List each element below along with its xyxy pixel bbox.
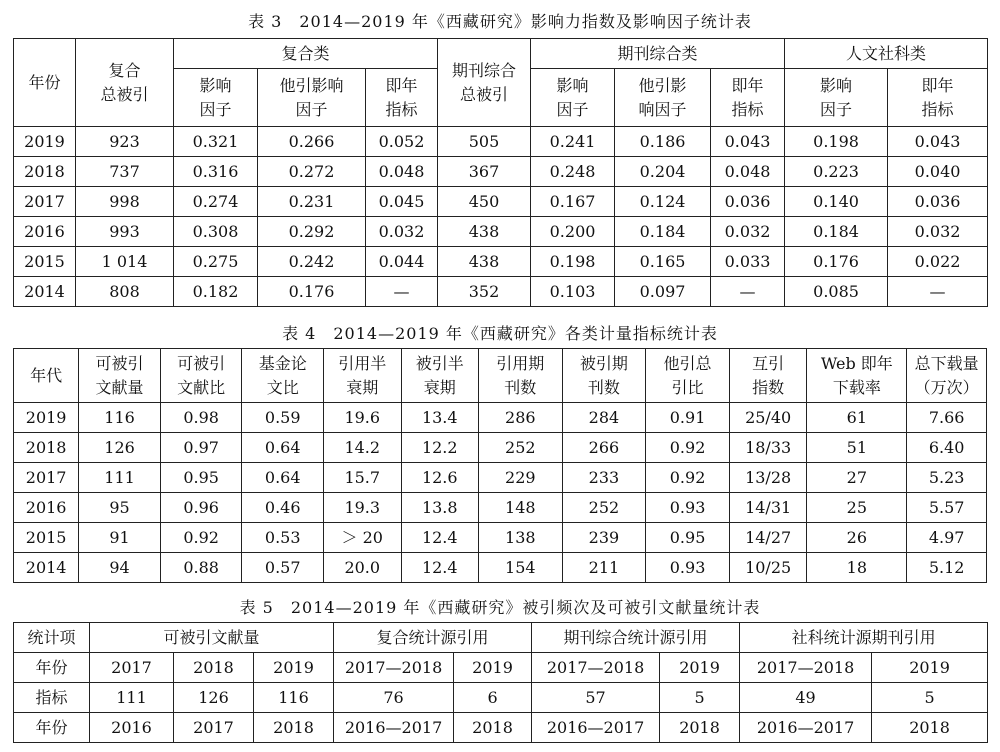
table-cell: 0.95 bbox=[160, 463, 242, 493]
table-cell: 6 bbox=[454, 683, 532, 713]
table-cell: 0.53 bbox=[242, 523, 324, 553]
table-cell: 0.184 bbox=[785, 217, 888, 247]
table-cell: 138 bbox=[479, 523, 563, 553]
table-cell: 0.176 bbox=[258, 277, 366, 307]
table-cell: 25/40 bbox=[729, 403, 807, 433]
row-label-cell: 2018 bbox=[14, 433, 79, 463]
header-cited-journals: 被引期 刊数 bbox=[562, 349, 646, 403]
table-cell: 0.97 bbox=[160, 433, 242, 463]
table-cell: 0.272 bbox=[258, 157, 366, 187]
table-cell: 5 bbox=[660, 683, 740, 713]
group-social-science-source: 社科统计源期刊引用 bbox=[740, 623, 988, 653]
table-cell: 450 bbox=[438, 187, 531, 217]
table-cell: 19.6 bbox=[324, 403, 402, 433]
table-cell: 5.57 bbox=[907, 493, 987, 523]
table-cell: 505 bbox=[438, 127, 531, 157]
table-cell: 0.140 bbox=[785, 187, 888, 217]
table-cell: 0.57 bbox=[242, 553, 324, 583]
table-cell: 148 bbox=[479, 493, 563, 523]
table-cell: 20.0 bbox=[324, 553, 402, 583]
table-cell: — bbox=[366, 277, 438, 307]
table-cell: 25 bbox=[807, 493, 907, 523]
table-row bbox=[14, 523, 987, 553]
table-cell: 2018 bbox=[872, 713, 988, 743]
table-cell: 0.043 bbox=[888, 127, 988, 157]
table-cell: 0.231 bbox=[258, 187, 366, 217]
table-cell: 0.198 bbox=[785, 127, 888, 157]
table-cell: 2019 bbox=[872, 653, 988, 683]
group-journal-source: 期刊综合统计源引用 bbox=[532, 623, 740, 653]
table-cell: 0.036 bbox=[888, 187, 988, 217]
table-row bbox=[14, 127, 988, 157]
table-4-metrics bbox=[13, 348, 987, 583]
table-row bbox=[14, 403, 987, 433]
table-cell: 111 bbox=[90, 683, 174, 713]
table-cell: 0.91 bbox=[646, 403, 730, 433]
table-cell: 5 bbox=[872, 683, 988, 713]
table-cell: 5.23 bbox=[907, 463, 987, 493]
group-humanities: 人文社科类 bbox=[785, 39, 988, 69]
table-cell: 2017—2018 bbox=[740, 653, 872, 683]
table-cell: 2018 bbox=[174, 653, 254, 683]
table-3-caption: 表 3 2014—2019 年《西藏研究》影响力指数及影响因子统计表 bbox=[248, 12, 752, 31]
row-label-cell: 年份 bbox=[14, 653, 90, 683]
table-cell: 15.7 bbox=[324, 463, 402, 493]
table-cell: 0.92 bbox=[646, 433, 730, 463]
table-5-citations bbox=[13, 622, 988, 743]
header-other-cited-impact-factor: 他引影响 因子 bbox=[258, 69, 366, 127]
table-cell: 0.186 bbox=[615, 127, 711, 157]
header-citing-journals: 引用期 刊数 bbox=[479, 349, 563, 403]
table-cell: 51 bbox=[807, 433, 907, 463]
table-4-caption: 表 4 2014—2019 年《西藏研究》各类计量指标统计表 bbox=[282, 324, 718, 343]
table-cell: 0.274 bbox=[174, 187, 258, 217]
table-row bbox=[14, 247, 988, 277]
group-journal-comprehensive: 期刊综合类 bbox=[531, 39, 785, 69]
table-cell: 116 bbox=[79, 403, 161, 433]
header-impact-factor: 影响 因子 bbox=[785, 69, 888, 127]
table-cell: 0.46 bbox=[242, 493, 324, 523]
table-cell: 126 bbox=[174, 683, 254, 713]
header-immediacy-index: 即年 指标 bbox=[888, 69, 988, 127]
table-cell: 57 bbox=[532, 683, 660, 713]
table-cell: 2017—2018 bbox=[532, 653, 660, 683]
table-cell: 10/25 bbox=[729, 553, 807, 583]
table-cell: 808 bbox=[76, 277, 174, 307]
table-cell: 154 bbox=[479, 553, 563, 583]
table-cell: 0.64 bbox=[242, 433, 324, 463]
table-row bbox=[14, 653, 988, 683]
table-cell: 19.3 bbox=[324, 493, 402, 523]
table-cell: 1 014 bbox=[76, 247, 174, 277]
table-cell: 0.043 bbox=[711, 127, 785, 157]
table-cell: 2016—2017 bbox=[532, 713, 660, 743]
table-cell: 0.045 bbox=[366, 187, 438, 217]
table-cell: 0.048 bbox=[711, 157, 785, 187]
table-cell: 0.308 bbox=[174, 217, 258, 247]
row-label-cell: 2017 bbox=[14, 187, 76, 217]
table-3-impact-factors bbox=[13, 38, 988, 307]
header-journal-total-cited: 期刊综合 总被引 bbox=[438, 39, 531, 127]
table-cell: 0.022 bbox=[888, 247, 988, 277]
table-cell: 438 bbox=[438, 247, 531, 277]
table-cell: 0.184 bbox=[615, 217, 711, 247]
table-cell: 13.4 bbox=[401, 403, 479, 433]
table-cell: 4.97 bbox=[907, 523, 987, 553]
table-cell: 0.316 bbox=[174, 157, 258, 187]
table-cell: 0.198 bbox=[531, 247, 615, 277]
table-cell: 266 bbox=[562, 433, 646, 463]
table-4-header-row bbox=[14, 349, 987, 403]
header-cited-half-life: 被引半 衰期 bbox=[401, 349, 479, 403]
row-label-cell: 2015 bbox=[14, 247, 76, 277]
table-cell: 229 bbox=[479, 463, 563, 493]
table-cell: 26 bbox=[807, 523, 907, 553]
table-cell: 0.92 bbox=[160, 523, 242, 553]
table-cell: 993 bbox=[76, 217, 174, 247]
table-cell: 0.223 bbox=[785, 157, 888, 187]
table-cell: 0.033 bbox=[711, 247, 785, 277]
table-cell: 2016—2017 bbox=[334, 713, 454, 743]
table-cell: 2018 bbox=[660, 713, 740, 743]
table-cell: 12.2 bbox=[401, 433, 479, 463]
row-label-cell: 2017 bbox=[14, 463, 79, 493]
table-row bbox=[14, 277, 988, 307]
table-cell: 438 bbox=[438, 217, 531, 247]
row-label-cell: 2018 bbox=[14, 157, 76, 187]
header-mutual-citation-index: 互引 指数 bbox=[729, 349, 807, 403]
row-label-cell: 2019 bbox=[14, 127, 76, 157]
header-citable-ratio: 可被引 文献比 bbox=[160, 349, 242, 403]
table-cell: 367 bbox=[438, 157, 531, 187]
group-composite-source: 复合统计源引用 bbox=[334, 623, 532, 653]
table-cell: 284 bbox=[562, 403, 646, 433]
table-cell: 14.2 bbox=[324, 433, 402, 463]
table-cell: 0.032 bbox=[711, 217, 785, 247]
table-cell: 998 bbox=[76, 187, 174, 217]
table-cell: 0.032 bbox=[366, 217, 438, 247]
table-row bbox=[14, 683, 988, 713]
row-label-cell: 2014 bbox=[14, 553, 79, 583]
table-cell: 286 bbox=[479, 403, 563, 433]
table-cell: 0.036 bbox=[711, 187, 785, 217]
table-cell: 0.275 bbox=[174, 247, 258, 277]
table-cell: 2019 bbox=[660, 653, 740, 683]
table-row bbox=[14, 553, 987, 583]
table-cell: 737 bbox=[76, 157, 174, 187]
table-row bbox=[14, 493, 987, 523]
table-cell: 0.097 bbox=[615, 277, 711, 307]
header-composite-total-cited: 复合 总被引 bbox=[76, 39, 174, 127]
header-year: 年份 bbox=[14, 39, 76, 127]
header-total-downloads: 总下载量 （万次） bbox=[907, 349, 987, 403]
table-cell: — bbox=[888, 277, 988, 307]
table-cell: 0.052 bbox=[366, 127, 438, 157]
table-cell: 0.292 bbox=[258, 217, 366, 247]
table-cell: 91 bbox=[79, 523, 161, 553]
table-cell: 239 bbox=[562, 523, 646, 553]
table-row bbox=[14, 433, 987, 463]
table-row bbox=[14, 217, 988, 247]
table-cell: 0.032 bbox=[888, 217, 988, 247]
table-cell: 14/31 bbox=[729, 493, 807, 523]
row-label-cell: 2016 bbox=[14, 217, 76, 247]
header-web-download-rate: Web 即年 下载率 bbox=[807, 349, 907, 403]
table-cell: 49 bbox=[740, 683, 872, 713]
table-cell: 27 bbox=[807, 463, 907, 493]
table-cell: 2017 bbox=[90, 653, 174, 683]
header-stat-item: 统计项 bbox=[14, 623, 90, 653]
table-cell: 0.085 bbox=[785, 277, 888, 307]
table-cell: 2019 bbox=[254, 653, 334, 683]
table-cell: 2016 bbox=[90, 713, 174, 743]
table-cell: 12.6 bbox=[401, 463, 479, 493]
header-immediacy-index: 即年 指标 bbox=[711, 69, 785, 127]
table-cell: 13.8 bbox=[401, 493, 479, 523]
table-cell: 76 bbox=[334, 683, 454, 713]
table-5-caption: 表 5 2014—2019 年《西藏研究》被引频次及可被引文献量统计表 bbox=[239, 598, 761, 617]
table-cell: 0.321 bbox=[174, 127, 258, 157]
table-cell: 5.12 bbox=[907, 553, 987, 583]
table-cell: ＞ 20 bbox=[324, 523, 402, 553]
table-cell: 2018 bbox=[454, 713, 532, 743]
table-cell: 2019 bbox=[454, 653, 532, 683]
table-cell: 211 bbox=[562, 553, 646, 583]
table-cell: 0.103 bbox=[531, 277, 615, 307]
table-cell: 923 bbox=[76, 127, 174, 157]
header-impact-factor: 影响 因子 bbox=[174, 69, 258, 127]
table-cell: 0.242 bbox=[258, 247, 366, 277]
table-cell: 94 bbox=[79, 553, 161, 583]
table-cell: 6.40 bbox=[907, 433, 987, 463]
table-cell: 2018 bbox=[254, 713, 334, 743]
table-cell: 0.044 bbox=[366, 247, 438, 277]
table-cell: 0.64 bbox=[242, 463, 324, 493]
table-cell: 0.204 bbox=[615, 157, 711, 187]
table-row bbox=[14, 463, 987, 493]
table-row bbox=[14, 713, 988, 743]
table-cell: 2016—2017 bbox=[740, 713, 872, 743]
table-cell: 116 bbox=[254, 683, 334, 713]
table-cell: 0.248 bbox=[531, 157, 615, 187]
table-cell: 12.4 bbox=[401, 523, 479, 553]
table-cell: 0.182 bbox=[174, 277, 258, 307]
table-cell: 12.4 bbox=[401, 553, 479, 583]
header-citing-half-life: 引用半 衰期 bbox=[324, 349, 402, 403]
table-cell: 352 bbox=[438, 277, 531, 307]
table-cell: 233 bbox=[562, 463, 646, 493]
header-impact-factor: 影响 因子 bbox=[531, 69, 615, 127]
table-cell: 0.048 bbox=[366, 157, 438, 187]
table-cell: 18 bbox=[807, 553, 907, 583]
table-cell: 126 bbox=[79, 433, 161, 463]
table-cell: 13/28 bbox=[729, 463, 807, 493]
table-cell: 0.88 bbox=[160, 553, 242, 583]
row-label-cell: 2016 bbox=[14, 493, 79, 523]
table-cell: 0.95 bbox=[646, 523, 730, 553]
header-other-citation-ratio: 他引总 引比 bbox=[646, 349, 730, 403]
table-cell: 2017—2018 bbox=[334, 653, 454, 683]
table-cell: 111 bbox=[79, 463, 161, 493]
table-cell: 14/27 bbox=[729, 523, 807, 553]
table-cell: 61 bbox=[807, 403, 907, 433]
table-row bbox=[14, 157, 988, 187]
table-cell: 0.167 bbox=[531, 187, 615, 217]
table-cell: 18/33 bbox=[729, 433, 807, 463]
row-label-cell: 2019 bbox=[14, 403, 79, 433]
table-cell: — bbox=[711, 277, 785, 307]
table-cell: 0.200 bbox=[531, 217, 615, 247]
header-other-cited-impact-factor: 他引影 响因子 bbox=[615, 69, 711, 127]
table-cell: 0.040 bbox=[888, 157, 988, 187]
row-label-cell: 年份 bbox=[14, 713, 90, 743]
group-citable-docs: 可被引文献量 bbox=[90, 623, 334, 653]
table-cell: 0.93 bbox=[646, 493, 730, 523]
table-cell: 0.96 bbox=[160, 493, 242, 523]
header-era: 年代 bbox=[14, 349, 79, 403]
table-cell: 252 bbox=[562, 493, 646, 523]
table-row bbox=[14, 187, 988, 217]
header-funded-ratio: 基金论 文比 bbox=[242, 349, 324, 403]
table-cell: 0.124 bbox=[615, 187, 711, 217]
header-immediacy-index: 即年 指标 bbox=[366, 69, 438, 127]
row-label-cell: 2014 bbox=[14, 277, 76, 307]
table-cell: 0.93 bbox=[646, 553, 730, 583]
header-citable-docs: 可被引 文献量 bbox=[79, 349, 161, 403]
table-5-header-row bbox=[14, 623, 988, 653]
table-cell: 0.59 bbox=[242, 403, 324, 433]
table-cell: 252 bbox=[479, 433, 563, 463]
group-composite: 复合类 bbox=[174, 39, 438, 69]
table-cell: 0.176 bbox=[785, 247, 888, 277]
table-cell: 7.66 bbox=[907, 403, 987, 433]
table-cell: 0.92 bbox=[646, 463, 730, 493]
table-cell: 0.165 bbox=[615, 247, 711, 277]
table-cell: 0.266 bbox=[258, 127, 366, 157]
row-label-cell: 2015 bbox=[14, 523, 79, 553]
table-cell: 0.241 bbox=[531, 127, 615, 157]
table-cell: 0.98 bbox=[160, 403, 242, 433]
table-cell: 2017 bbox=[174, 713, 254, 743]
row-label-cell: 指标 bbox=[14, 683, 90, 713]
table-cell: 95 bbox=[79, 493, 161, 523]
